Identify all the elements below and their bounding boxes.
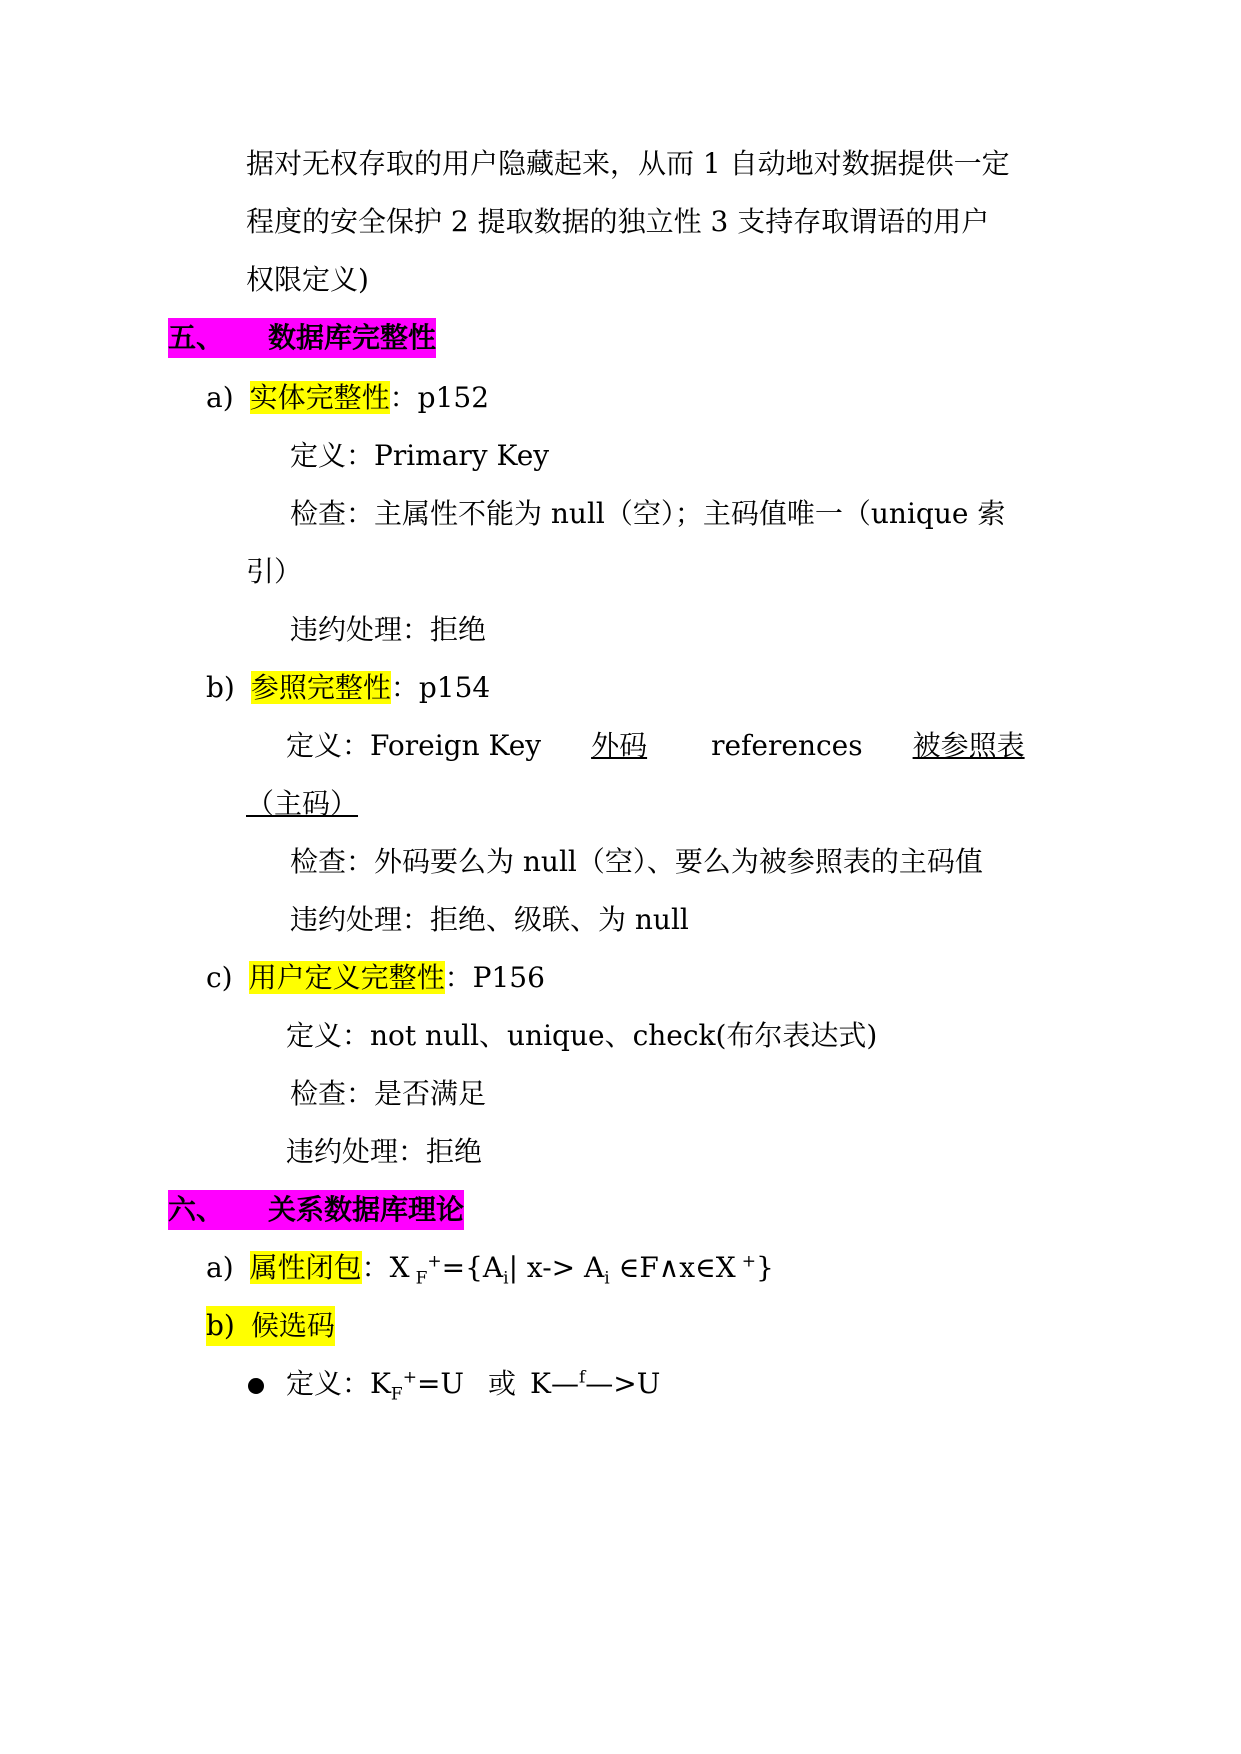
user-defined-definition: 定义：not null、unique、check(布尔表达式) xyxy=(286,1019,878,1052)
list-marker: a) xyxy=(206,381,234,414)
section5-title: 数据库完整性 xyxy=(268,321,437,354)
user-defined-violation: 违约处理：拒绝 xyxy=(286,1135,483,1168)
list-marker: a) xyxy=(206,1251,234,1284)
referenced-table-blank: 被参照表 xyxy=(912,729,1025,762)
section5-number: 五、 xyxy=(168,321,225,354)
bullet-icon xyxy=(248,1378,264,1394)
attribute-closure-label: 属性闭包 xyxy=(249,1251,362,1284)
references-keyword: references xyxy=(711,729,863,762)
intro-line-2: 程度的安全保护 2 提取数据的独立性 3 支持存取谓语的用户 xyxy=(246,205,990,238)
referential-integrity-label: 参照完整性 xyxy=(250,671,391,704)
section6-b-heading xyxy=(206,1306,335,1346)
candidate-key-label: 候选码 xyxy=(250,1309,335,1342)
referential-definition xyxy=(286,726,1025,766)
section6-title: 关系数据库理论 xyxy=(268,1193,465,1226)
page-ref: ：p152 xyxy=(389,381,490,414)
page-ref: ：P156 xyxy=(444,961,545,994)
entity-integrity-label: 实体完整性 xyxy=(249,381,390,414)
section6-a-heading: a) 属性闭包：X $_F^+=\{A_i|$ $x-> A_i$ ∈F∧x∈X +} xyxy=(206,1251,774,1289)
section5-heading xyxy=(168,318,436,358)
intro-line-1: 据对无权存取的用户隐藏起来，从而 1 自动地对数据提供一定 xyxy=(246,147,1010,180)
list-marker: c) xyxy=(206,961,233,994)
candidate-key-definition: 定义：$K_F^+=U$ 或 K—$^f$—>U xyxy=(248,1364,660,1404)
primary-key-blank: （主码） xyxy=(246,787,359,820)
referential-check: 检查：外码要么为 null（空）、要么为被参照表的主码值 xyxy=(290,845,983,878)
list-marker: b) xyxy=(206,671,235,704)
closure-formula: X $_F^+=\{A_i|$ $x-> A_i$ ∈F∧x∈X +} xyxy=(389,1251,774,1289)
user-defined-integrity-label: 用户定义完整性 xyxy=(248,961,445,994)
entity-violation: 违约处理：拒绝 xyxy=(290,613,487,646)
page-ref: ：p154 xyxy=(390,671,491,704)
entity-check-line-1: 检查：主属性不能为 null（空）；主码值唯一（unique 索 xyxy=(290,497,1006,530)
definition-prefix: 定义：Foreign Key xyxy=(286,729,542,762)
entity-check-line-2: 引） xyxy=(246,555,303,588)
referential-definition-line-2 xyxy=(246,784,390,824)
referential-violation: 违约处理：拒绝、级联、为 null xyxy=(290,903,689,936)
list-marker: b) xyxy=(206,1309,235,1342)
section6-number: 六、 xyxy=(168,1193,225,1226)
entity-definition: 定义：Primary Key xyxy=(290,439,550,472)
section5-b-heading xyxy=(206,668,490,708)
section5-a-heading xyxy=(206,378,489,418)
user-defined-check: 检查：是否满足 xyxy=(290,1077,487,1110)
section5-c-heading xyxy=(206,958,545,998)
section6-heading xyxy=(168,1190,464,1230)
foreign-key-blank: 外码 xyxy=(591,729,648,762)
intro-line-3: 权限定义) xyxy=(246,263,369,296)
